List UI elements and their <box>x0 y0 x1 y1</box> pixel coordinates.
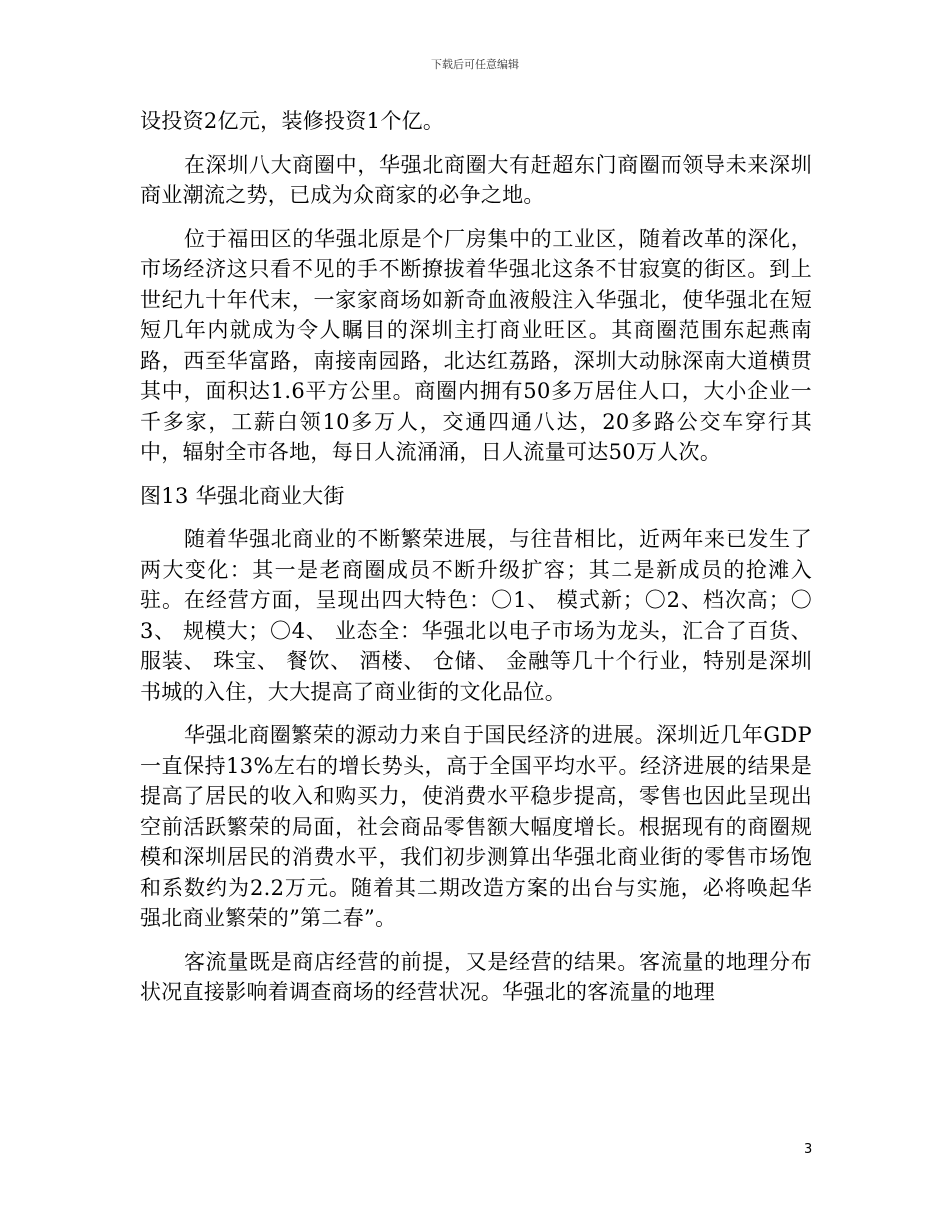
page-header: 下载后可任意编辑 <box>431 58 519 71</box>
document-body <box>140 106 812 1021</box>
paragraph-business-features: 随着华强北商业的不断繁荣进展，与往昔相比，近两年来已发生了两大变化：其一是老商圈成员不断升级扩容；其二是新成员的抢滩入驻。在经营方面，呈现出四大特色：〇1、 模式新；〇2、档次高；〇3、 规模大；〇4、 业态全：华强北以电子市场为龙头，汇合了百货、 服装、 珠宝、 餐饮、 酒楼、 仓储、 金融等几十个行业，特别是深圳书城的入住，大大提高了商业街的文化品位。 <box>140 527 812 704</box>
paragraph-economic-drivers: 华强北商圈繁荣的源动力来自于国民经济的进展。深圳近几年GDP一直保持13%左右的增长势头，高于全国平均水平。经济进展的结果是提高了居民的收入和购买力，使消费水平稳步提高，零售也因此呈现出空前活跃繁荣的局面，社会商品零售额大幅度增长。根据现有的商圈规模和深圳居民的消费水平，我们初步测算出华强北商业街的零售市场饱和系数约为2.2万元。随着其二期改造方案的出台与实施，必将唤起华强北商业繁荣的”第二春”。 <box>140 723 812 930</box>
paragraph-shopping-districts: 在深圳八大商圈中，华强北商圈大有赶超东门商圈而领导未来深圳商业潮流之势，已成为众商家的必争之地。 <box>140 152 812 207</box>
paragraph-customer-flow: 客流量既是商店经营的前提，又是经营的结果。客流量的地理分布状况直接影响着调查商场的经营状况。华强北的客流量的地理 <box>140 949 812 1004</box>
page-number: 3 <box>804 1142 813 1157</box>
figure-caption: 图13 华强北商业大街 <box>140 483 345 508</box>
paragraph-huaqiangbei-history: 位于福田区的华强北原是个厂房集中的工业区，随着改革的深化，市场经济这只看不见的手不断撩拔着华强北这条不甘寂寞的街区。到上世纪九十年代末，一家家商场如新奇血液般注入华强北，使华强北在短短几年内就成为令人瞩目的深圳主打商业旺区。其商圈范围东起燕南路，西至华富路，南接南园路，北达红荔路，深圳大动脉深南大道横贯其中，面积达1.6平方公里。商圈内拥有50多万居住人口，大小企业一千多家，工薪白领10多万人，交通四通八达，20多路公交车穿行其中，辐射全市各地，每日人流涌涌，日人流量可达50万人次。 <box>140 226 812 464</box>
paragraph-continuation: 设投资2亿元，装修投资1个亿。 <box>140 109 445 133</box>
